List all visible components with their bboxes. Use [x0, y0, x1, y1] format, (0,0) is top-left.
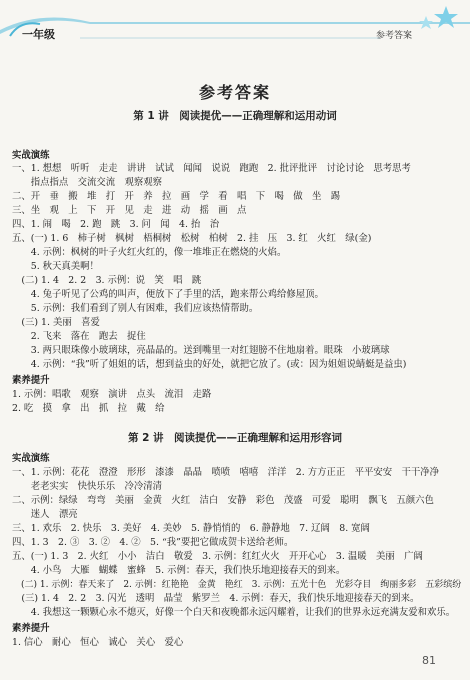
answer-line: 四、1. 闹 喝 2. 跑 跳 3. 问 闻 4. 抬 治: [12, 219, 220, 230]
lesson-2-heading: 第 2 讲 阅读提优——正确理解和运用形容词: [127, 432, 343, 444]
page-number: 81: [422, 654, 436, 667]
answer-line: 五、(一) 1. 6 柿子树 枫树 梧桐树 松树 柏树 2. 挂 压 3. 红 火红 绿(金): [12, 233, 372, 244]
answer-line: 五、(一) 1. 3 2. 火红 小小 洁白 敬爱 3. 示例：红红火火 开开心心 3. 温暖 美丽 广阔: [12, 551, 423, 562]
lesson-1-heading: 第 1 讲 阅读提优——正确理解和运用动词: [133, 110, 337, 122]
star-decoration-icon: [412, 2, 464, 38]
answer-line: 指点指点 交流交流 观察观察: [12, 177, 163, 188]
answer-line: 5. 示例：我们看到了别人有困难，我们应该热情帮助。: [12, 303, 259, 314]
boost-label: 素养提升: [12, 375, 50, 386]
answer-line: 二、开 垂 搬 堆 打 开 养 拉 画 学 看 唱 下 喝 做 坐 踢: [12, 191, 341, 202]
answer-line: 一、1. 想想 听听 走走 讲讲 试试 闻闻 说说 跑跑 2. 批评批评 讨论讨论 思考思考: [12, 163, 411, 174]
answer-line: 四、1. 3 2. ③ 3. ② 4. ② 5. “我”要把它做成贺卡送给老师。: [12, 537, 294, 548]
answer-line: 一、1. 示例：花花 澄澄 形形 漆漆 晶晶 喷喷 嘻嘻 洋洋 2. 方方正正 平平安安 干干净净: [12, 467, 439, 478]
practice-label: 实战演练: [12, 453, 50, 464]
grade-label: 一年级: [22, 28, 55, 41]
boost-label: 素养提升: [12, 623, 50, 634]
answer-line: 老老实实 快快乐乐 冷冷清清: [12, 481, 163, 492]
answer-line: 4. 示例：“我”听了姐姐的话，想到益虫的好处，就把它放了。(或：因为姐姐说蜻蜓是益虫): [12, 359, 407, 370]
answer-line: 4. 我想这一颗颗心永不熄灭，好像一个白天和夜晚都永远闪耀着，让我们的世界永远充满友爱和欢乐。: [12, 607, 456, 618]
answer-line: 三、1. 欢乐 2. 快乐 3. 美好 4. 美妙 5. 静悄悄的 6. 静静地 7. 辽阔 8. 宽阔: [12, 523, 370, 534]
answer-line: (二) 1. 4 2. 2 3. 示例：说 笑 唱 跳: [12, 275, 202, 286]
answer-line: 1. 信心 耐心 恒心 诚心 关心 爱心: [12, 637, 184, 648]
page-title: 参考答案: [198, 83, 271, 102]
answer-line: 4. 示例：枫树的叶子火红火红的，像一堆堆正在燃烧的火焰。: [12, 247, 287, 258]
answer-line: 迷人 漂亮: [12, 509, 78, 520]
answer-line: 三、坐 观 上 下 开 见 走 进 动 摇 画 点: [12, 205, 247, 216]
answer-line: 3. 两只眼珠像小玻璃球，亮晶晶的。送到嘴里一对红翅膀不住地扇着。眼珠 小玻璃球: [12, 345, 390, 356]
answer-line: 2. 吃 摸 拿 出 抓 拉 戴 给: [12, 403, 165, 414]
answer-line: (二) 1. 示例：春天来了 2. 示例：红艳艳 金黄 艳红 3. 示例：五光十色 光彩夺目 绚丽多彩 五彩缤纷: [12, 580, 462, 590]
answer-line: 二、示例：绿绿 弯弯 美丽 金黄 火红 洁白 安静 彩色 茂盛 可爱 聪明 飘飞 五颜六色: [12, 495, 434, 506]
answer-line: 5. 秋天真美啊！: [12, 261, 99, 272]
answer-line: 4. 兔子听见了公鸡的叫声，便放下了手里的活，跑来帮公鸡给修屋顶。: [12, 289, 324, 300]
answer-line: (三) 1. 美丽 喜爱: [12, 317, 100, 328]
answer-line: (三) 1. 4 2. 2 3. 闪光 透明 晶莹 紫罗兰 4. 示例：春天，我们快乐地迎接春天的到来。: [12, 593, 420, 604]
practice-label: 实战演练: [12, 150, 50, 161]
section-tag: 参考答案: [375, 31, 412, 41]
answer-line: 2. 飞来 落在 跑去 捉住: [12, 331, 146, 342]
answer-line: 4. 小鸟 大雁 蝴蝶 蜜蜂 5. 示例：春天，我们快乐地迎接春天的到来。: [12, 565, 346, 576]
answer-line: 1. 示例：唱歌 观察 演讲 点头 流泪 走路: [12, 389, 212, 400]
